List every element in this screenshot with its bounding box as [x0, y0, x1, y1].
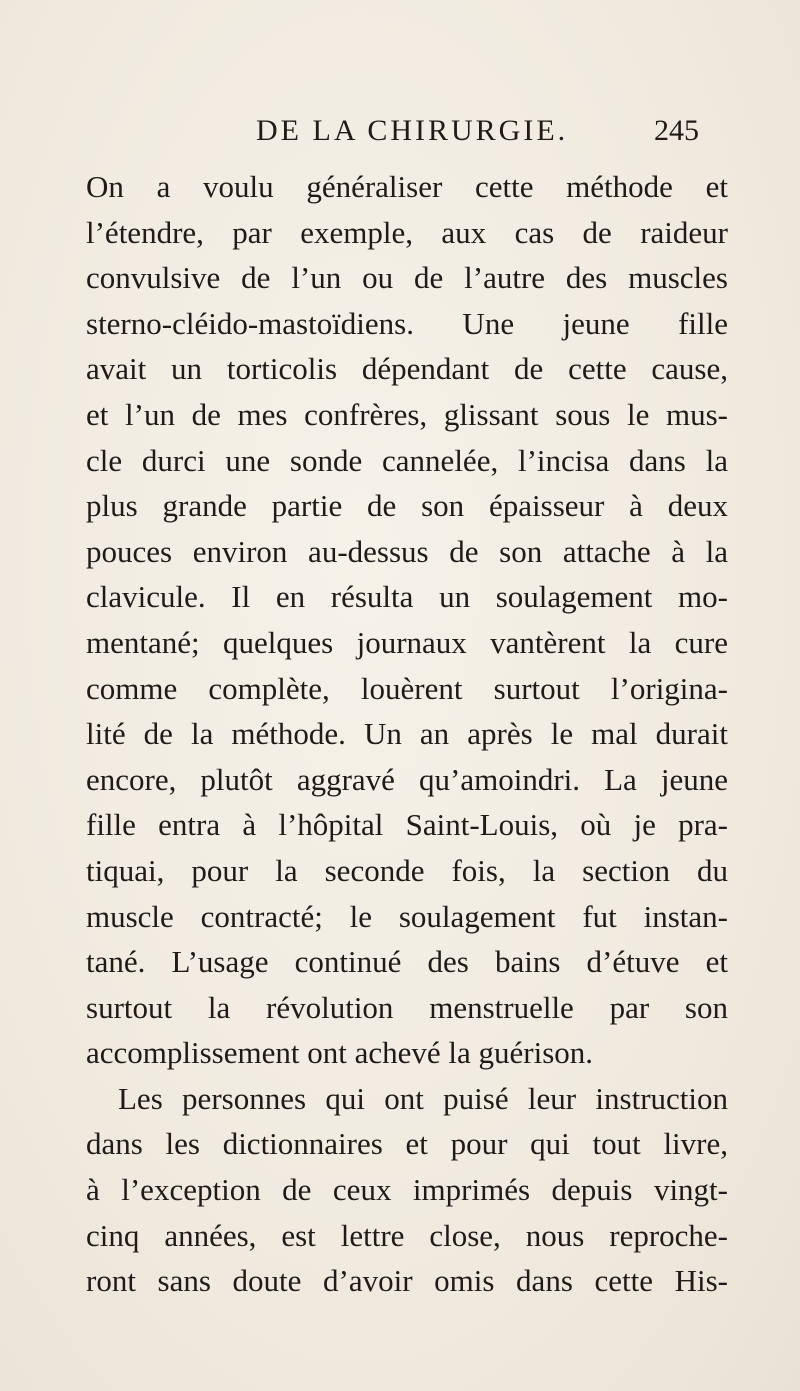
text-line: pouces environ au-dessus de son attache à la	[86, 533, 728, 569]
text-line: cinq années, est lettre close, nous reproche-	[86, 1217, 728, 1253]
text-line: sterno-cléido-mastoïdiens. Une jeune fille	[86, 305, 728, 341]
body-text	[86, 164, 728, 1304]
running-title: DE LA CHIRURGIE.	[256, 114, 569, 147]
text-line: l’étendre, par exemple, aux cas de raideur	[86, 214, 728, 250]
text-line: lité de la méthode. Un an après le mal durait	[86, 716, 728, 752]
running-head	[0, 114, 800, 154]
text-line: clavicule. Il en résulta un soulagement mo-	[86, 579, 728, 615]
text-line: à l’exception de ceux imprimés depuis vingt-	[86, 1172, 728, 1208]
page-number: 245	[654, 114, 699, 147]
text-line: cle durci une sonde cannelée, l’incisa dans la	[86, 442, 728, 478]
text-line: ront sans doute d’avoir omis dans cette His-	[86, 1263, 728, 1299]
text-line: fille entra à l’hôpital Saint-Louis, où je pra-	[86, 807, 728, 843]
text-line: comme complète, louèrent surtout l’origina-	[86, 670, 728, 706]
text-line: tané. L’usage continué des bains d’étuve et	[86, 944, 728, 980]
text-line: encore, plutôt aggravé qu’amoindri. La jeune	[86, 761, 728, 797]
text-line: dans les dictionnaires et pour qui tout livre,	[86, 1126, 728, 1162]
text-line: convulsive de l’un ou de l’autre des muscles	[86, 260, 728, 296]
text-line: accomplissement ont achevé la guérison.	[86, 1035, 594, 1071]
text-line: mentané; quelques journaux vantèrent la cure	[86, 624, 728, 660]
text-line: Les personnes qui ont puisé leur instruction	[118, 1080, 728, 1116]
text-line: et l’un de mes confrères, glissant sous le mus-	[86, 396, 728, 432]
text-line: plus grande partie de son épaisseur à deux	[86, 488, 728, 524]
text-line: avait un torticolis dépendant de cette cause,	[86, 351, 728, 387]
text-line: surtout la révolution menstruelle par son	[86, 989, 728, 1025]
text-line: On a voulu généraliser cette méthode et	[86, 169, 728, 204]
text-line: tiquai, pour la seconde fois, la section du	[86, 852, 728, 888]
text-line: muscle contracté; le soulagement fut instan-	[86, 898, 728, 934]
